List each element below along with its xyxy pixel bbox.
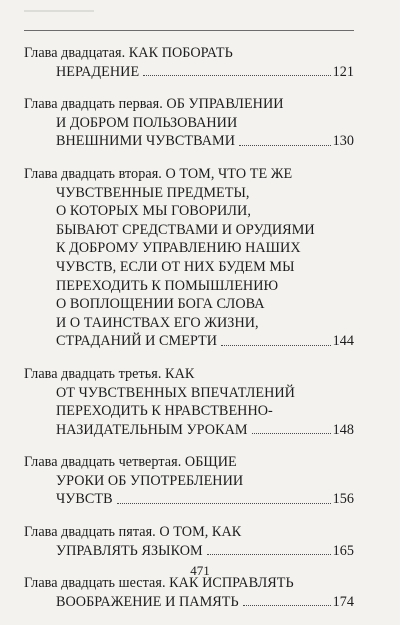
toc-entry [24,165,354,351]
toc-entry-line: ОТ ЧУВСТВЕННЫХ ВПЕЧАТЛЕНИЙ [56,384,295,401]
toc-entry-line: О ВОПЛОЩЕНИИ БОГА СЛОВА [56,296,265,313]
dot-leader [221,344,330,346]
toc-page-number: 165 [332,542,354,559]
toc-entry-title-end: СТРАДАНИЙ И СМЕРТИ [56,333,218,350]
toc-entry-line: БЫВАЮТ СРЕДСТВАМИ И ОРУДИЯМИ [56,221,315,238]
toc-entry-heading: Глава двадцать первая. ОБ УПРАВЛЕНИИ [24,96,284,113]
toc-entry-last-line [24,542,354,561]
toc-entry-last-line [24,332,354,351]
toc-entry-line: К ДОБРОМУ УПРАВЛЕНИЮ НАШИХ [56,240,301,257]
toc-page-number: 121 [332,63,354,80]
toc-page-number: 144 [332,333,354,350]
table-of-contents [24,44,354,625]
toc-entry-line: УРОКИ ОБ УПОТРЕБЛЕНИИ [56,472,244,489]
toc-entry-last-line [24,132,354,151]
toc-entry-title-end: ЧУВСТВ [56,491,113,508]
dot-leader [243,604,331,606]
toc-entry [24,365,354,439]
toc-entry-heading: Глава двадцать вторая. О ТОМ, ЧТО ТЕ ЖЕ [24,165,293,182]
dot-leader [239,144,331,146]
toc-entry [24,453,354,509]
toc-entry-title-end: НЕРАДЕНИЕ [56,63,140,80]
top-rule [24,30,354,31]
toc-entry-heading: Глава двадцать пятая. О ТОМ, КАК [24,524,242,541]
toc-entry-heading: Глава двадцать шестая. КАК ИСПРАВЛЯТЬ [24,575,294,592]
toc-entry-title-end: НАЗИДАТЕЛЬНЫМ УРОКАМ [56,421,248,438]
toc-entry-line: ЧУВСТВЕННЫЕ ПРЕДМЕТЫ, [56,184,250,201]
toc-entry-heading: Глава двадцатая. КАК ПОБОРАТЬ [24,45,233,61]
toc-entry [24,574,354,611]
toc-entry-last-line [24,593,354,612]
toc-entry [24,523,354,560]
dot-leader [117,502,331,504]
toc-entry-title-end: ВНЕШНИМИ ЧУВСТВАМИ [56,133,236,150]
toc-page-number: 130 [332,133,354,150]
faint-header-mark [24,10,94,12]
toc-entry-line: О КОТОРЫХ МЫ ГОВОРИЛИ, [56,203,251,220]
toc-entry-title-end: УПРАВЛЯТЬ ЯЗЫКОМ [56,542,203,559]
toc-entry-last-line [24,63,354,82]
toc-entry-line: И ДОБРОМ ПОЛЬЗОВАНИИ [56,114,238,131]
toc-entry-last-line [24,490,354,509]
toc-page-number: 156 [332,491,354,508]
toc-entry-line: ЧУВСТВ, ЕСЛИ ОТ НИХ БУДЕМ МЫ [56,258,295,275]
toc-entry-heading: Глава двадцать третья. КАК [24,365,195,382]
dot-leader [252,432,331,434]
toc-page-number: 174 [332,593,354,610]
page-number: 471 [190,563,210,578]
toc-entry-heading: Глава двадцать четвертая. ОБЩИЕ [24,454,237,471]
toc-entry-line: ПЕРЕХОДИТЬ К ПОМЫШЛЕНИЮ [56,277,279,294]
toc-entry-line: И О ТАИНСТВАХ ЕГО ЖИЗНИ, [56,314,259,331]
toc-entry-title-end: ВООБРАЖЕНИЕ И ПАМЯТЬ [56,593,239,610]
toc-entry [24,44,354,81]
toc-entry-last-line [24,421,354,440]
toc-entry [24,95,354,151]
toc-entry-line: ПЕРЕХОДИТЬ К НРАВСТВЕННО- [56,403,273,420]
dot-leader [207,553,331,555]
toc-page-number: 148 [332,421,354,438]
dot-leader [143,74,330,76]
